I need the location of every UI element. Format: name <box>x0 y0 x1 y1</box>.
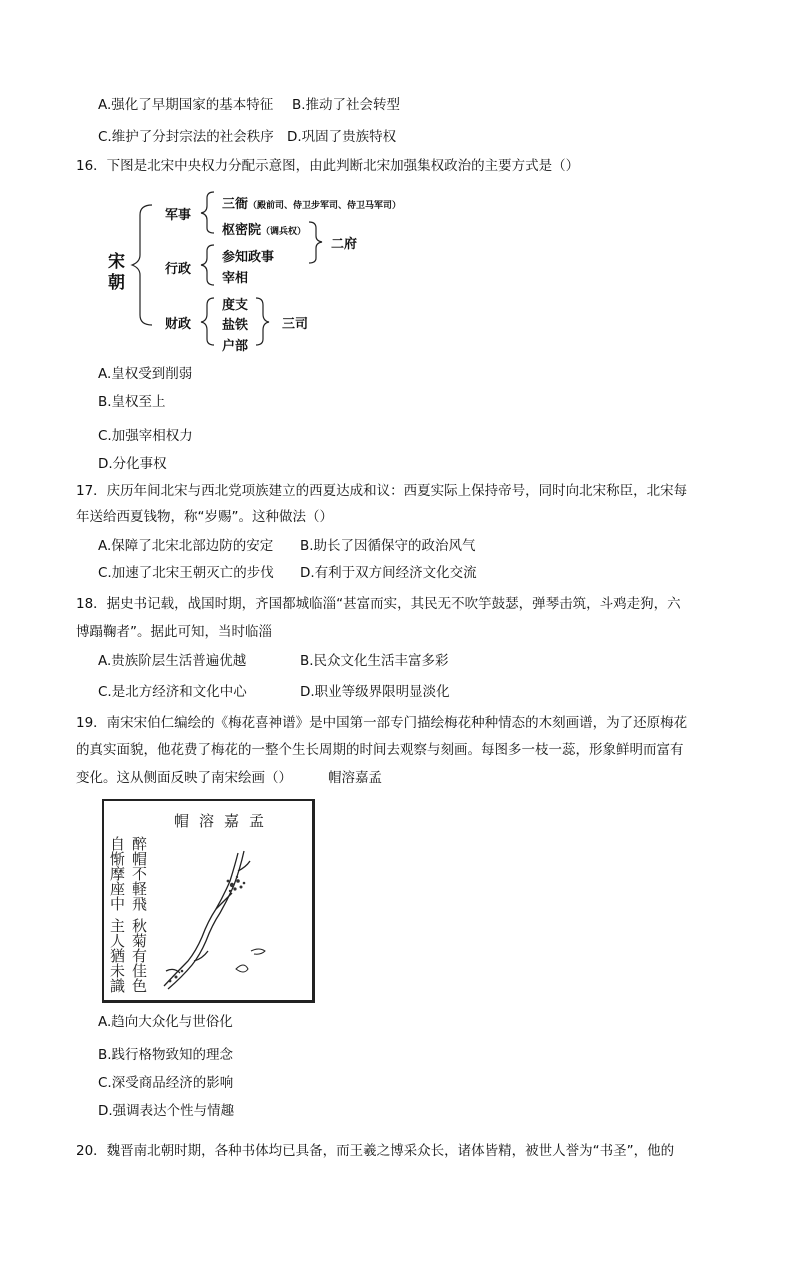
branch-finance: 财政 <box>165 317 192 332</box>
q18-option-c[interactable]: C.是北方经济和文化中心 <box>98 684 247 700</box>
q18-stem-line2: 博蹋鞠者”。据此可知，当时临淄 <box>76 624 272 640</box>
q19-caption: 帽溶嘉孟 <box>328 770 382 786</box>
root-song-char1: 宋 <box>108 252 125 272</box>
q16-option-d[interactable]: D.分化事权 <box>98 456 167 472</box>
print-verse-col2: 秋菊有佳色 <box>132 917 148 995</box>
q19-option-a[interactable]: A.趋向大众化与世俗化 <box>98 1014 233 1030</box>
q16-option-c[interactable]: C.加强宰相权力 <box>98 428 193 444</box>
plum-blossom-woodcut <box>102 799 315 1003</box>
node-sanya: 三衙（殿前司、侍卫步军司、侍卫马军司） <box>222 197 402 212</box>
print-title: 帽溶嘉孟 <box>174 812 275 830</box>
q19-stem-line2: 的真实面貌，他花费了梅花的一整个生长周期的时间去观察与刻画。每图多一枝一蕊，形象鲜明而富有 <box>76 742 684 758</box>
q15-option-b[interactable]: B.推动了社会转型 <box>292 97 401 113</box>
branch-military: 军事 <box>165 208 192 223</box>
q18-option-a[interactable]: A.贵族阶层生活普遍优越 <box>98 653 247 669</box>
q16-option-a[interactable]: A.皇权受到削弱 <box>98 366 193 382</box>
node-zaixiang: 宰相 <box>222 271 249 286</box>
q19-option-d[interactable]: D.强调表达个性与情趣 <box>98 1103 235 1119</box>
plum-branch-drawing <box>104 801 312 1000</box>
q17-option-d[interactable]: D.有利于双方间经济文化交流 <box>300 565 477 581</box>
group-erfu: 二府 <box>331 237 358 252</box>
q15-option-c[interactable]: C.维护了分封宗法的社会秩序 <box>98 129 274 145</box>
q19-option-b[interactable]: B.践行格物致知的理念 <box>98 1047 234 1063</box>
node-canzhizhengshi: 参知政事 <box>222 250 275 265</box>
q18-stem-line1: 18．据史书记载，战国时期，齐国都城临淄“甚富而实，其民无不吹竽鼓瑟，弹琴击筑，斗鸡走狗，六 <box>76 596 681 612</box>
print-verse-col4: 主人猶未識 <box>110 917 126 995</box>
q17-stem-line2: 年送给西夏钱物，称“岁赐”。这种做法（） <box>76 509 333 525</box>
q17-option-b[interactable]: B.助长了因循保守的政治风气 <box>300 538 476 554</box>
q19-stem-line3: 变化。这从侧面反映了南宋绘画（） 帽溶嘉孟 <box>76 770 382 786</box>
q20-stem-line1: 20．魏晋南北朝时期，各种书体均已具备，而王羲之博采众长，诸体皆精，被世人誉为“书圣”，他的 <box>76 1143 675 1159</box>
node-shumiyuan: 枢密院（调兵权） <box>222 223 307 238</box>
branch-admin: 行政 <box>165 262 192 277</box>
q18-option-b[interactable]: B.民众文化生活丰富多彩 <box>300 653 449 669</box>
q17-option-c[interactable]: C.加速了北宋王朝灭亡的步伐 <box>98 565 274 581</box>
q15-option-a[interactable]: A.强化了早期国家的基本特征 <box>98 97 274 113</box>
q15-option-d[interactable]: D.巩固了贵族特权 <box>287 129 397 145</box>
q19-option-c[interactable]: C.深受商品经济的影响 <box>98 1075 234 1091</box>
print-verse-col3: 自惭摩座中 <box>110 835 126 913</box>
q16-option-b[interactable]: B.皇权至上 <box>98 394 166 410</box>
q18-option-d[interactable]: D.职业等级界限明显淡化 <box>300 684 450 700</box>
group-sansi: 三司 <box>282 317 309 332</box>
node-duzhi: 度支 <box>222 298 249 313</box>
q16-stem: 16．下图是北宋中央权力分配示意图，由此判断北宋加强集权政治的主要方式是（） <box>76 158 580 174</box>
print-verse-col1: 醉帽不軽飛 <box>132 835 148 913</box>
q17-option-a[interactable]: A.保障了北宋北部边防的安定 <box>98 538 274 554</box>
node-yantie: 盐铁 <box>222 318 249 333</box>
q17-stem-line1: 17．庆历年间北宋与西北党项族建立的西夏达成和议：西夏实际上保持帝号，同时向北宋称臣，北宋每 <box>76 483 688 499</box>
q19-stem-line1: 19．南宋宋伯仁编绘的《梅花喜神谱》是中国第一部专门描绘梅花种种情态的木刻画谱，为了还原梅花 <box>76 715 688 731</box>
root-song-char2: 朝 <box>108 273 125 293</box>
node-hubu: 户部 <box>222 339 249 354</box>
